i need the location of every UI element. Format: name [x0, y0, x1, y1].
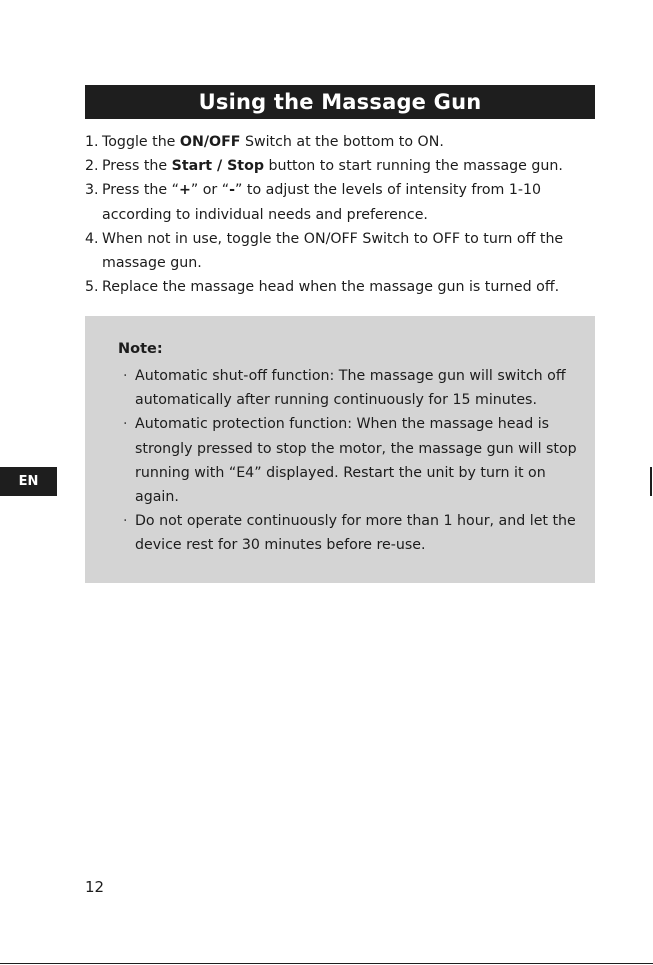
note-list — [123, 364, 593, 558]
bullet-icon: · — [123, 513, 128, 530]
step-number: 3. — [85, 182, 99, 199]
page-edge-marker — [650, 467, 652, 496]
bullet-icon: · — [123, 368, 128, 384]
step-text-part: Switch at the bottom to ON. — [240, 134, 444, 150]
instruction-step-5 — [85, 275, 600, 299]
step-text-bold: ON/OFF — [179, 134, 241, 150]
step-text-part: ” or “ — [190, 182, 230, 199]
step-text: Replace the massage head when the massage gun is turned off. — [102, 279, 560, 296]
step-text-bold: - — [229, 182, 236, 199]
instruction-step-2 — [85, 154, 600, 178]
step-text-part: Toggle the — [102, 134, 180, 150]
note-item-text: Automatic protection function: When the massage head is strongly pressed to stop the motor, the massage gun will stop running with “E4” displayed. Restart the unit by turn it on again. — [135, 416, 577, 506]
step-text-bold: Start / Stop — [171, 158, 264, 175]
step-text-part: ” to adjust the levels of intensity from 1-10 according to individual needs and preference. — [102, 182, 542, 223]
step-number: 5. — [85, 279, 99, 296]
step-number: 1. — [85, 134, 99, 150]
step-number: 4. — [85, 230, 99, 247]
step-text-part: Press the “ — [102, 182, 179, 199]
section-title-text: Using the Massage Gun — [198, 90, 482, 114]
note-item-usage-limit — [123, 509, 593, 557]
step-text-bold: + — [179, 182, 191, 199]
note-item-text: Do not operate continuously for more than 1 hour, and let the device rest for 30 minutes before re-use. — [135, 513, 576, 554]
step-text — [102, 178, 600, 226]
bullet-icon: · — [123, 416, 128, 433]
step-number: 2. — [85, 158, 99, 175]
instruction-step-3 — [85, 178, 600, 226]
language-tab-label: EN — [18, 474, 39, 489]
instruction-list — [85, 130, 600, 299]
step-text: When not in use, toggle the ON/OFF Switch to OFF to turn off the massage gun. — [102, 230, 564, 272]
note-box — [85, 316, 595, 583]
instruction-step-1 — [85, 130, 600, 154]
step-text-part: Press the — [102, 158, 172, 175]
section-title — [85, 85, 595, 119]
note-item-text: Automatic shut-off function: The massage gun will switch off automatically after running continuously for 15 minutes. — [135, 368, 566, 409]
instruction-step-4 — [85, 227, 600, 275]
language-tab — [0, 467, 57, 496]
note-title: Note: — [118, 341, 163, 357]
step-text — [102, 130, 600, 154]
note-item-auto-shutoff — [123, 364, 593, 412]
page-number: 12 — [85, 878, 105, 896]
page-bottom-divider — [0, 963, 653, 964]
note-item-auto-protection — [123, 412, 593, 509]
step-text-part: button to start running the massage gun. — [263, 158, 563, 175]
step-text — [102, 154, 600, 178]
